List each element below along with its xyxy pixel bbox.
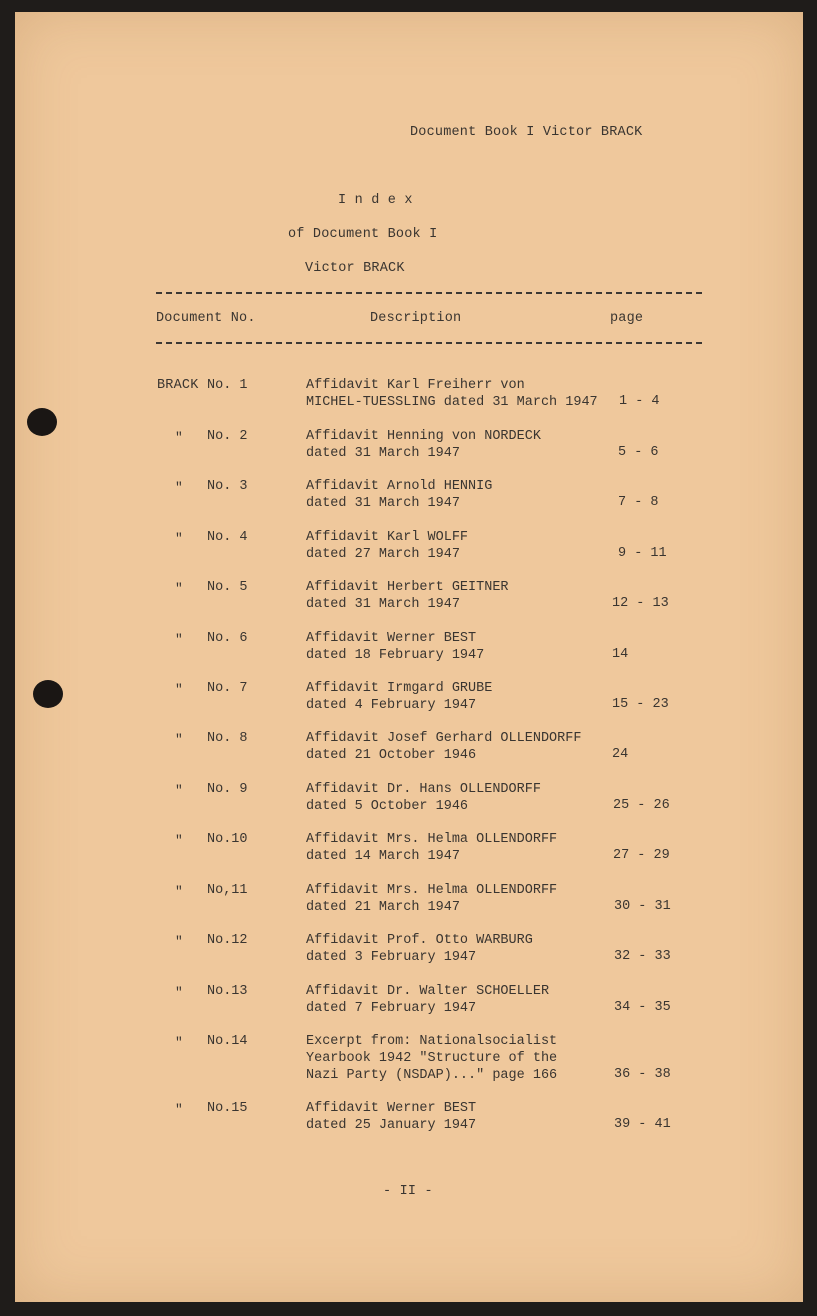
entry-number: No.13 <box>207 984 248 999</box>
entry-prefix: BRACK <box>157 378 199 393</box>
entry-prefix: " <box>175 934 183 949</box>
entry-number: No. 2 <box>207 429 248 444</box>
entry-description-line2: dated 31 March 1947 <box>306 496 460 511</box>
entry-description-line2: Yearbook 1942 "Structure of the <box>306 1051 558 1066</box>
entry-description-line1: Affidavit Karl WOLFF <box>306 530 469 545</box>
entry-description-line2: dated 31 March 1947 <box>306 597 460 612</box>
punch-hole-bottom <box>33 680 63 708</box>
entry-page: 30 - 31 <box>614 899 671 914</box>
entry-prefix: " <box>175 632 183 647</box>
entry-number: No.10 <box>207 832 248 847</box>
entry-number: No. 1 <box>207 378 248 393</box>
entry-description-line1: Affidavit Arnold HENNIG <box>306 479 493 494</box>
entry-prefix: " <box>175 531 183 546</box>
column-header-page: page <box>610 311 644 326</box>
entry-page: 12 - 13 <box>612 596 669 611</box>
entry-page: 34 - 35 <box>614 1000 671 1015</box>
entry-description-line2: dated 3 February 1947 <box>306 950 477 965</box>
entry-description-line2: dated 31 March 1947 <box>306 446 460 461</box>
divider-bottom <box>156 342 702 344</box>
entry-prefix: " <box>175 682 183 697</box>
column-header-document-no: Document No. <box>156 311 256 326</box>
index-title: I n d e x <box>338 193 413 208</box>
index-subtitle: of Document Book I <box>288 227 438 242</box>
entry-page: 27 - 29 <box>613 848 670 863</box>
entry-page: 9 - 11 <box>618 546 667 561</box>
entry-prefix: " <box>175 833 183 848</box>
entry-description-line1: Affidavit Werner BEST <box>306 631 477 646</box>
entry-description-line1: Affidavit Werner BEST <box>306 1101 477 1116</box>
entry-description-line2: MICHEL-TUESSLING dated 31 March 1947 <box>306 395 598 410</box>
entry-description-line1: Affidavit Mrs. Helma OLLENDORFF <box>306 883 558 898</box>
entry-page: 14 <box>612 647 629 662</box>
entry-prefix: " <box>175 1102 183 1117</box>
entry-page: 36 - 38 <box>614 1067 671 1082</box>
entry-number: No. 3 <box>207 479 248 494</box>
entry-page: 1 - 4 <box>619 394 660 409</box>
entry-description-line2: dated 7 February 1947 <box>306 1001 477 1016</box>
entry-description-line2: dated 14 March 1947 <box>306 849 460 864</box>
entry-page: 5 - 6 <box>618 445 659 460</box>
entry-prefix: " <box>175 732 183 747</box>
entry-number: No. 4 <box>207 530 248 545</box>
entry-number: No.15 <box>207 1101 248 1116</box>
entry-description-line2: dated 25 January 1947 <box>306 1118 477 1133</box>
entry-page: 24 <box>612 747 629 762</box>
entry-description-line2: dated 5 October 1946 <box>306 799 469 814</box>
entry-description-line2: dated 21 March 1947 <box>306 900 460 915</box>
entry-description-line2: dated 4 February 1947 <box>306 698 477 713</box>
entry-number: No. 7 <box>207 681 248 696</box>
entry-page: 15 - 23 <box>612 697 669 712</box>
entry-description-line1: Affidavit Irmgard GRUBE <box>306 681 493 696</box>
entry-prefix: " <box>175 430 183 445</box>
entry-description-line1: Affidavit Herbert GEITNER <box>306 580 509 595</box>
entry-number: No. 9 <box>207 782 248 797</box>
entry-number: No,11 <box>207 883 248 898</box>
divider-top <box>156 292 702 294</box>
entry-page: 32 - 33 <box>614 949 671 964</box>
entry-prefix: " <box>175 480 183 495</box>
entry-description-line1: Affidavit Henning von NORDECK <box>306 429 541 444</box>
entry-description-line3: Nazi Party (NSDAP)..." page 166 <box>306 1068 558 1083</box>
entry-description-line2: dated 21 October 1946 <box>306 748 477 763</box>
entry-prefix: " <box>175 884 183 899</box>
entry-page: 7 - 8 <box>618 495 659 510</box>
entry-prefix: " <box>175 783 183 798</box>
entry-number: No.14 <box>207 1034 248 1049</box>
entry-prefix: " <box>175 1035 183 1050</box>
entry-prefix: " <box>175 985 183 1000</box>
index-subject: Victor BRACK <box>305 261 405 276</box>
entry-description-line2: dated 27 March 1947 <box>306 547 460 562</box>
entry-description-line1: Affidavit Mrs. Helma OLLENDORFF <box>306 832 558 847</box>
punch-hole-top <box>27 408 57 436</box>
page-number: - II - <box>383 1184 433 1199</box>
entry-description-line1: Affidavit Josef Gerhard OLLENDORFF <box>306 731 582 746</box>
entry-description-line1: Affidavit Prof. Otto WARBURG <box>306 933 533 948</box>
entry-prefix: " <box>175 581 183 596</box>
entry-description-line1: Excerpt from: Nationalsocialist <box>306 1034 558 1049</box>
entry-description-line1: Affidavit Dr. Hans OLLENDORFF <box>306 782 541 797</box>
entry-number: No. 6 <box>207 631 248 646</box>
column-header-description: Description <box>370 311 462 326</box>
document-book-heading: Document Book I Victor BRACK <box>410 125 643 140</box>
entry-description-line1: Affidavit Dr. Walter SCHOELLER <box>306 984 550 999</box>
entry-description-line2: dated 18 February 1947 <box>306 648 485 663</box>
entry-number: No. 5 <box>207 580 248 595</box>
entry-number: No.12 <box>207 933 248 948</box>
entry-number: No. 8 <box>207 731 248 746</box>
entry-page: 25 - 26 <box>613 798 670 813</box>
entry-description-line1: Affidavit Karl Freiherr von <box>306 378 525 393</box>
entry-page: 39 - 41 <box>614 1117 671 1132</box>
